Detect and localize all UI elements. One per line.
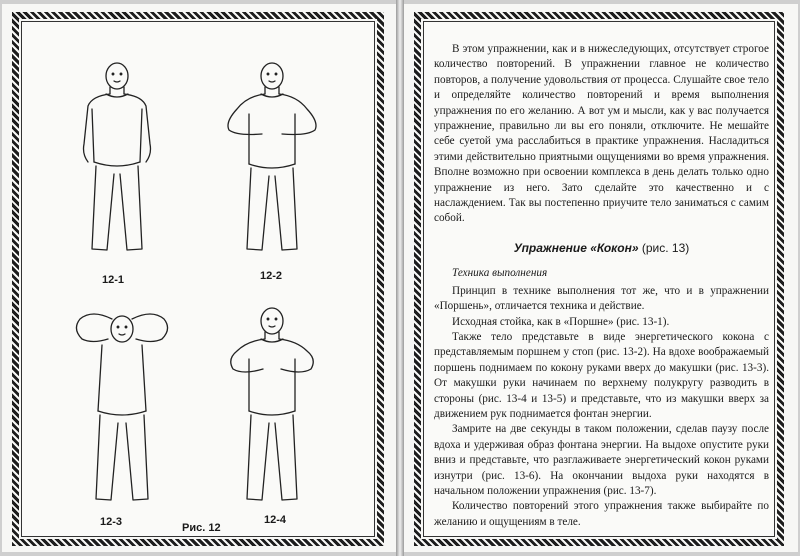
subheading: Техника выполнения — [452, 267, 548, 280]
section-heading — [434, 241, 769, 256]
figure-12-4 — [207, 299, 337, 514]
paragraph: Количество повторений этого упражнения также выбирайте по желанию и ощущениям в теле. — [434, 500, 769, 528]
heading-figure-ref: (рис. 13) — [641, 240, 690, 255]
book-gutter — [396, 0, 404, 556]
figure-label: 12-2 — [260, 270, 283, 282]
paragraph: Также тело представьте в виде энергетического кокона с представляемым поршнем у стоп (рис. 13-2). На вдохе воображаемый поршень поднимаем по кокону руками вверх до макушки (рис. 13-3). От макушки руки начинаем по верхнему полукругу разводить в стороны (рис. 13-4 и 13-5) и представьте, что из макушки вверх за движением рук поднимается фонтан энергии. — [434, 330, 769, 420]
paragraph: Исходная стойка, как в «Поршне» (рис. 13-1). — [452, 315, 670, 328]
paragraph: Замрите на две секунды в таком положении, сделав паузу после вдоха и удерживая образ фонтана энергии. На выдохе опустите руки вниз и представьте, что разглаживаете энергетический кокон руками изнутри (рис. 13-6). На окончании выдоха руки находятся в начальном положении упражнения (рис. 13-7). — [434, 423, 769, 497]
figure-caption: Рис. 12 — [182, 522, 221, 534]
intro-paragraph: В этом упражнении, как и в нижеследующих, отсутствует строгое количество повторений. В упражнении главное не количество повторов, а получение удовольствия от процесса. Слушайте свое тело и определяйте количество повторений и время выполнения упражнения по его желанию. А вот ум и мысли, как у вас получается упражнение, правильно ли вы его поняли, отключите. Не мешайте себе суетой ума расслабиться в практике упражнения. Насладиться этими действительно приятными ощущениями во время упражнения. Вполне возможно при освоении комплекса в день делать только одно упражнение из него. Зато сделайте это качественно и с наслаждением. Так вы постепенно приучите тело заниматься с самим собой. — [434, 43, 769, 225]
heading-title: Упражнение «Кокон» — [513, 240, 639, 255]
figure-12-3 — [62, 299, 182, 514]
figure-12-2 — [207, 54, 337, 264]
figure-label: 12-4 — [264, 514, 287, 526]
figure-label: 12-1 — [102, 274, 125, 286]
left-page — [2, 4, 396, 552]
right-page — [404, 4, 798, 552]
figure-12-1 — [62, 54, 172, 264]
figure-label: 12-3 — [100, 516, 123, 528]
paragraph: Принцип в технике выполнения тот же, что и в упражнении «Поршень», отличается техника и действие. — [434, 284, 769, 313]
page-text — [434, 42, 769, 530]
